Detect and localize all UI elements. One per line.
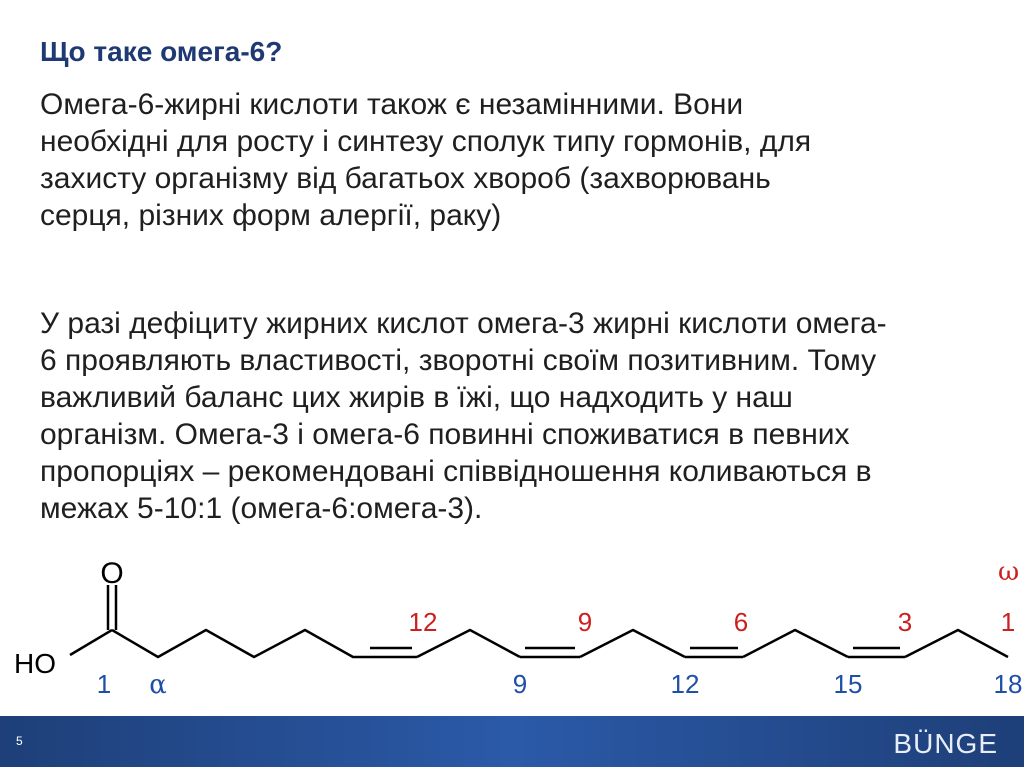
text-line: серця, різних форм алергії, раку) [40,199,502,232]
omega-symbol: ω [998,557,1020,587]
page-number: 5 [16,734,23,748]
omega-position-label: 6 [733,607,749,637]
alpha-symbol: α [149,670,167,700]
carbon-label-bottom: 15 [833,669,863,699]
text-line: У разі дефіциту жирних кислот омега-3 жирні кислоти омега- [40,307,887,340]
omega-position-label: 12 [408,607,438,637]
footer-bar [0,716,1024,767]
carbon-number-labels [97,607,1023,700]
carbon-label-bottom: 12 [670,669,700,699]
text-line: пропорціях – рекомендовані співвідношення коливаються в [40,455,872,488]
hydroxyl-label: HO [14,648,56,679]
slide-title: Що таке омега-6? [40,36,283,67]
text-line: межах 5-10:1 (омега-6:омега-3). [40,492,483,525]
text-line: організм. Омега-3 і омега-6 повинні споживатися в певних [40,418,850,451]
text-line: захисту організму від багатьох хвороб (захворювань [40,162,771,195]
carbon-label-bottom: 9 [512,669,528,699]
omega-position-label: 3 [897,607,913,637]
carbon-label-bottom: 1 [96,669,112,699]
carbon-chain-bonds [70,585,1008,657]
text-line: важливий баланс цих жирів в їжі, що надходить у наш [40,381,793,414]
paragraph-omega6-description [40,86,940,234]
oxygen-atom-label: O [100,557,124,590]
carbon-label-bottom: 18 [993,669,1023,699]
linoleic-acid-structure-diagram [0,550,1024,710]
omega-position-label: 9 [577,607,593,637]
text-line: Омега-6-жирні кислоти також є незамінними. Вони [40,88,744,121]
omega-position-label: 1 [1000,607,1016,637]
paragraph-omega-balance [40,305,1015,527]
text-line: 6 проявляють властивості, зворотні своїм позитивним. Тому [40,344,877,377]
bunge-logo: BÜNGE [893,728,998,759]
text-line: необхідні для росту і синтезу сполук типу гормонів, для [40,125,812,158]
